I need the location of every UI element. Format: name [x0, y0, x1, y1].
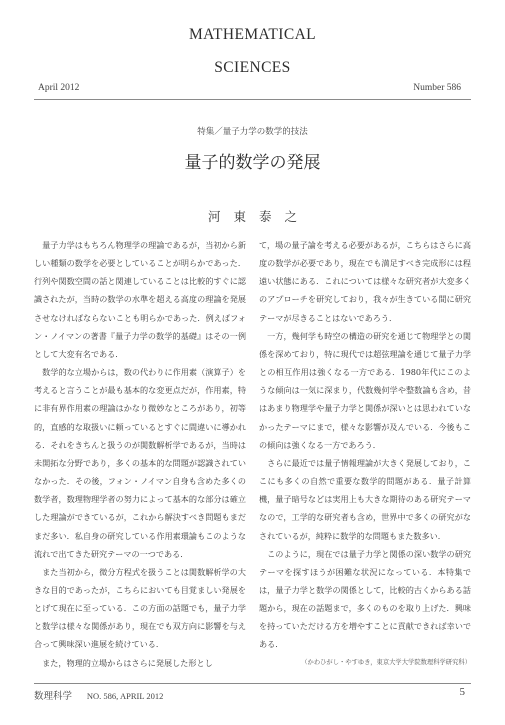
- journal-name-line2: SCIENCES: [214, 59, 291, 76]
- article-title: 量子的数学の発展: [184, 153, 321, 173]
- body-column-left: [34, 236, 246, 672]
- author-affiliation: （かわひがし・やすゆき，東京大学大学院数理科学研究科）: [301, 658, 471, 666]
- paragraph: 数学的な立場からは，数の代わりに作用素（演算子）を考えると言うことが最も基本的な変更点だが，作用素，特に非有界作用素の理論はかなり微妙なところがあり，初等的，直感的な取扱いに頼っているとすぐに間違いに導かれる．それをきちんと扱うのが関数解析学であるが，当時は未開拓な分野であり，多くの基本的な問題が認識されていなかった．その後，フォン・ノイマン自身も含めた多くの数学者，数理物理学者の努力によって基本的な部分は確立した理論ができているが，これから解決すべき問題もまだまだ多い．私自身の研究している作用素環論もこのような流れで出てきた研究テーマの一つである．: [34, 367, 246, 559]
- paragraph: て，場の量子論を考える必要があるが，こちらはさらに高度の数学が必要であり，現在でも満足すべき完成形には程遠い状態にある．これについては様々な研究者が大変多くのアプローチを研究しており，我々が生きている間に研究テーマが尽きることはないであろう．: [259, 240, 471, 323]
- paragraph: 量子力学はもちろん物理学の理論であるが，当初から新しい種類の数学を必要としていることが明らかであった．行列や関数空間の話と関連していることは比較的すぐに認識されたが，当時の数学の水準を超える高度の理論を発展させなければならないことも明らかであった．例えばフォン・ノイマンの著書『量子力学の数学的基礎』はその一例として大変有名である．: [34, 240, 246, 359]
- footer-issue: NO. 586, APRIL 2012: [86, 691, 164, 701]
- footer-citation: [34, 688, 163, 702]
- header-rule: [34, 99, 471, 100]
- issue-number: Number 586: [413, 83, 461, 93]
- paragraph: また，物理的立場からはさらに発展した形とし: [42, 657, 213, 668]
- page-number: 5: [459, 686, 465, 698]
- feature-label: 特集／量子力学の数学的技法: [197, 127, 308, 137]
- issue-date: April 2012: [38, 83, 80, 93]
- paragraph: さらに最近では量子情報理論が大きく発展しており，ここにも多くの自然で重要な数学的問題がある．量子計算機，量子暗号などは実用上も大きな期待のある研究テーマなので，工学的な研究者も含め，世界中で多くの研究がなされているが，純粋に数学的な問題もまた数多い．: [259, 457, 471, 541]
- paragraph: このように，現在では量子力学と関係の深い数学の研究テーマを探すほうが困難な状況になっている．本特集では，量子力学と数学の関係として，比較的古くからある話題から，現在の話題まで，多くのものを取り上げた．興味を持っていただける方を増やすことに貢献できれば幸いである．: [259, 548, 471, 650]
- footer-rule: [34, 683, 471, 684]
- journal-name-line1: MATHEMATICAL: [188, 26, 317, 43]
- footer-magazine: 数理科学: [34, 691, 73, 702]
- journal-masthead: [0, 26, 505, 77]
- paragraph: また当初から，微分方程式を扱うことは関数解析学の大きな目的であったが，こちらにおいても目覚ましい発展をとげて現在に至っている．この方面の話題でも，量子力学と数学は様々な関係があり，現在でも双方向に影響を与え合って興味深い進展を続けている．: [34, 566, 246, 650]
- article-author: 河東泰之: [207, 209, 310, 224]
- paragraph: 一方，幾何学も時空の構造の研究を通じて物理学との関係を深めており，特に現代では超弦理論を通じて量子力学との相互作用は強くなる一方である．1980年代にこのような傾向は一気に深まり，代数幾何学や整数論も含め，昔はあまり物理学や量子力学と関係が深いとは思われていなかったテーマにまで，様々な影響が及んでいる．今後もこの傾向は強くなる一方であろう．: [259, 330, 471, 450]
- body-column-right: [259, 236, 471, 670]
